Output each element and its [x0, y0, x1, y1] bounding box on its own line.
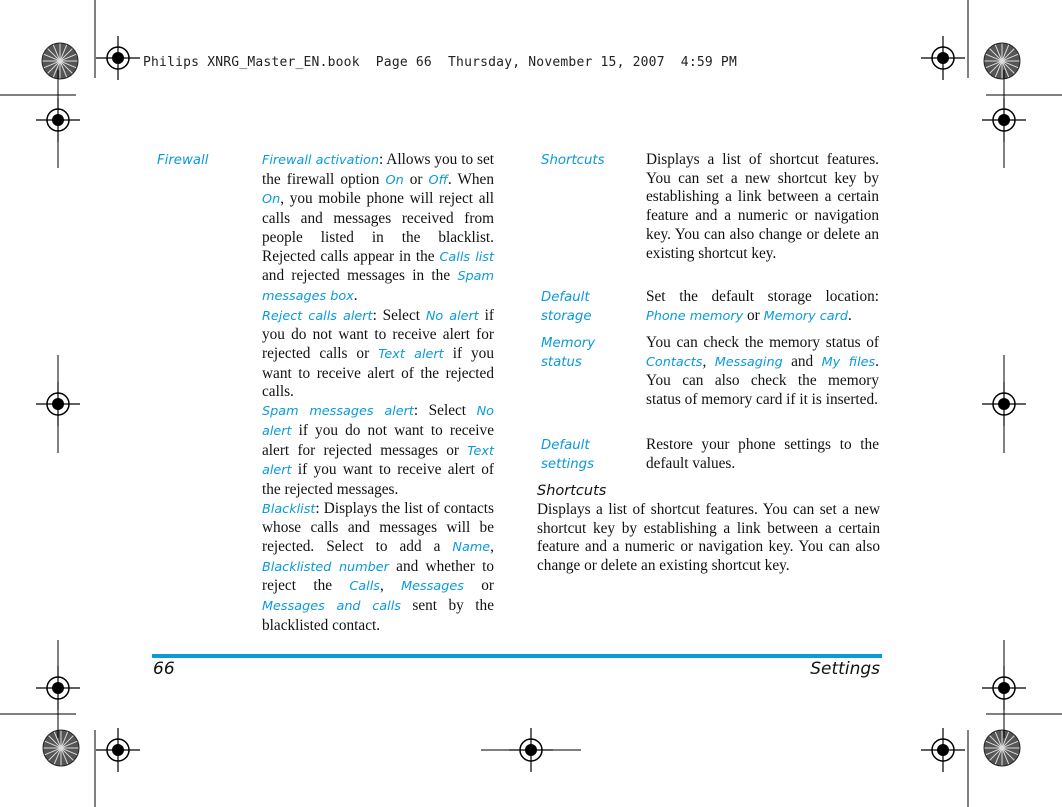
section-title: Shortcuts — [537, 483, 607, 499]
page-number: 66 — [153, 659, 175, 679]
default-storage-description: Set the default storage location: Phone memory or Memory card. — [646, 288, 879, 324]
star-target-icon — [984, 730, 1020, 766]
print-header: Philips XNRG_Master_EN.book Page 66 Thursday, November 15, 2007 4:59 PM — [143, 55, 737, 70]
star-target-icon — [43, 730, 79, 766]
chapter-title: Settings — [810, 659, 880, 679]
footer-rule — [152, 654, 882, 658]
term-firewall: Firewall — [157, 153, 209, 168]
paragraph-spam-messages-alert: Spam messages alert: Select No alert if you do not want to receive alert for rejected messages or Text alert if you want to receive alert of the rejected messages. — [262, 402, 495, 498]
default-settings-description: Restore your phone settings to the default values. — [646, 436, 879, 472]
section-body: Displays a list of shortcut features. You can set a new shortcut key by establishing a link between a certain feature and a numeric or navigation key. You can also change or delete an existing shortcut key. — [537, 501, 880, 575]
term-memory-status: Memory status — [541, 336, 596, 370]
registration-target-icon — [96, 728, 140, 772]
star-target-icon — [42, 43, 78, 79]
term-default-storage: Default storage — [541, 290, 592, 324]
registration-target-icon — [96, 36, 140, 80]
star-target-icon — [984, 43, 1020, 79]
term-default-settings: Default settings — [541, 438, 595, 472]
term-shortcuts: Shortcuts — [541, 153, 605, 168]
paragraph-firewall-activation: Firewall activation: Allows you to set the firewall option On or Off. When On, you mobile phone will reject all calls and messages received from people listed in the blacklist. Rejected calls appear in the Calls list and rejected messages in the Spam messages box. — [262, 151, 494, 304]
paragraph-reject-calls-alert: Reject calls alert: Select No alert if you do not want to receive alert for rejected calls or Text alert if you want to receive alert of the rejected calls. — [262, 306, 494, 401]
registration-target-icon — [921, 36, 965, 80]
firewall-description — [262, 151, 494, 636]
shortcuts-description: Displays a list of shortcut features. You can set a new shortcut key by establishing a link between a certain feature and a numeric or navigation key. You can also change or delete an existing shortcut key. — [646, 151, 879, 262]
paragraph-blacklist: Blacklist: Displays the list of contacts whose calls and messages will be rejected. Select to add a Name, Blacklisted number and whether to reject the Calls, Messages or Messages and calls sent by the blacklisted contact. — [262, 499, 494, 634]
registration-target-icon — [921, 728, 965, 772]
memory-status-description: You can check the memory status of Contacts, Messaging and My files. You can also check the memory status of memory card if it is inserted. — [646, 334, 879, 409]
